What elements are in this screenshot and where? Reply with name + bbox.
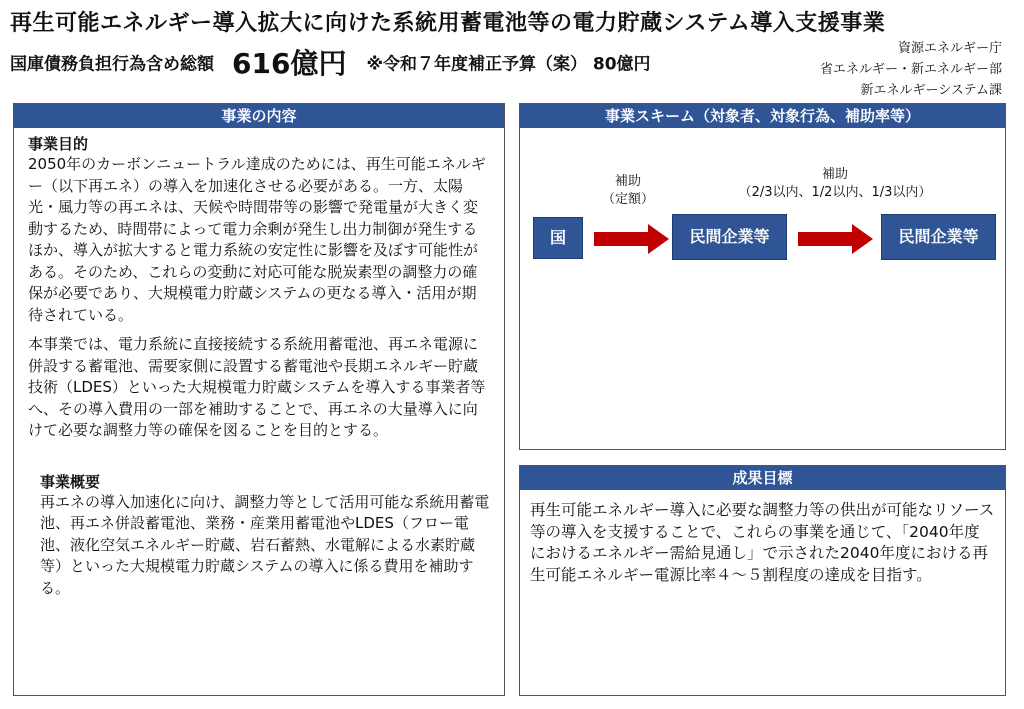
supplementary-note: ※令和７年度補正予算（案） 80億円 [366, 54, 651, 75]
total-amount: 616億円 [232, 47, 347, 80]
result-panel [519, 465, 1006, 696]
result-panel-header: 成果目標 [520, 466, 1005, 490]
overview-heading: 事業概要 [40, 472, 101, 491]
purpose-paragraph-1: 2050年のカーボンニュートラル達成のためには、再生可能エネルギー（以下再エネ）の導入を加速化させる必要がある。一方、太陽光・風力等の再エネは、天候や時間帯等の影響で発電量が大きく変動するため、時間帯によって電力余剰が発生し出力制御が発生するほか、導入が拡大すると電力系統の安定性に影響を及ぼす可能性がある。そのため、これらの変動に対応可能な脱炭素型の調整力の確保が必要であり、大規模電力貯蔵システムの更なる導入・活用が期待されている。 [28, 155, 486, 324]
overview-text: 再エネの導入加速化に向け、調整力等として活用可能な系統用蓄電池、再エネ併設蓄電池、業務・産業用蓄電池やLDES（フロー電池、液化空気エネルギー貯蔵、岩石蓄熱、水電解による水素貯蔵等）といった大規模電力貯蔵システムの導入に係る費用を補助する。 [40, 492, 490, 597]
purpose-paragraph-2: 本事業では、電力系統に直接接続する系統用蓄電池、再エネ電源に併設する蓄電池、需要家側に設置する蓄電池や長期エネルギー貯蔵技術（LDES）といった大規模電力貯蔵システムを導入する事業者等へ、その導入費用の一部を補助することで、再エネの大量導入に向けて必要な調整力等の確保を図ることを目的とする。 [28, 335, 486, 439]
agency-block [820, 38, 1002, 101]
node-country: 国 [533, 217, 583, 259]
purpose-heading: 事業目的 [28, 135, 89, 153]
scheme-diagram [520, 128, 1005, 448]
arrow1-label: 補助 （定額） [601, 174, 654, 207]
scheme-panel-header: 事業スキーム（対象者、対象行為、補助率等） [520, 104, 1005, 128]
agency-line-2: 省エネルギー・新エネルギー部 [819, 62, 1002, 77]
node-company-1: 民間企業等 [672, 214, 787, 260]
result-text: 再生可能エネルギー導入に必要な調整力等の供出が可能なリソース等の導入を支援することで、これらの事業を通じて、「2040年度におけるエネルギー需給見通し」で示された2040年度における再生可能エネルギー電源比率４～５割程度の達成を目指す。 [530, 501, 995, 584]
arrow-right-icon [798, 223, 874, 255]
content-panel-header: 事業の内容 [14, 104, 504, 128]
content-body [14, 128, 504, 599]
overview-section [28, 472, 490, 600]
arrow-right-icon [594, 223, 670, 255]
total-label: 国庫債務負担行為含め総額 [10, 54, 214, 75]
content-panel [13, 103, 505, 696]
scheme-panel [519, 103, 1006, 450]
budget-summary [10, 42, 651, 82]
arrow2-label: 補助 （2/3以内、1/2以内、1/3以内） [738, 167, 932, 200]
page-title: 再生可能エネルギー導入拡大に向けた系統用蓄電池等の電力貯蔵システム導入支援事業 [10, 11, 886, 36]
node-company-2: 民間企業等 [881, 214, 996, 260]
agency-line-1: 資源エネルギー庁 [897, 41, 1002, 56]
agency-line-3: 新エネルギーシステム課 [860, 83, 1002, 98]
